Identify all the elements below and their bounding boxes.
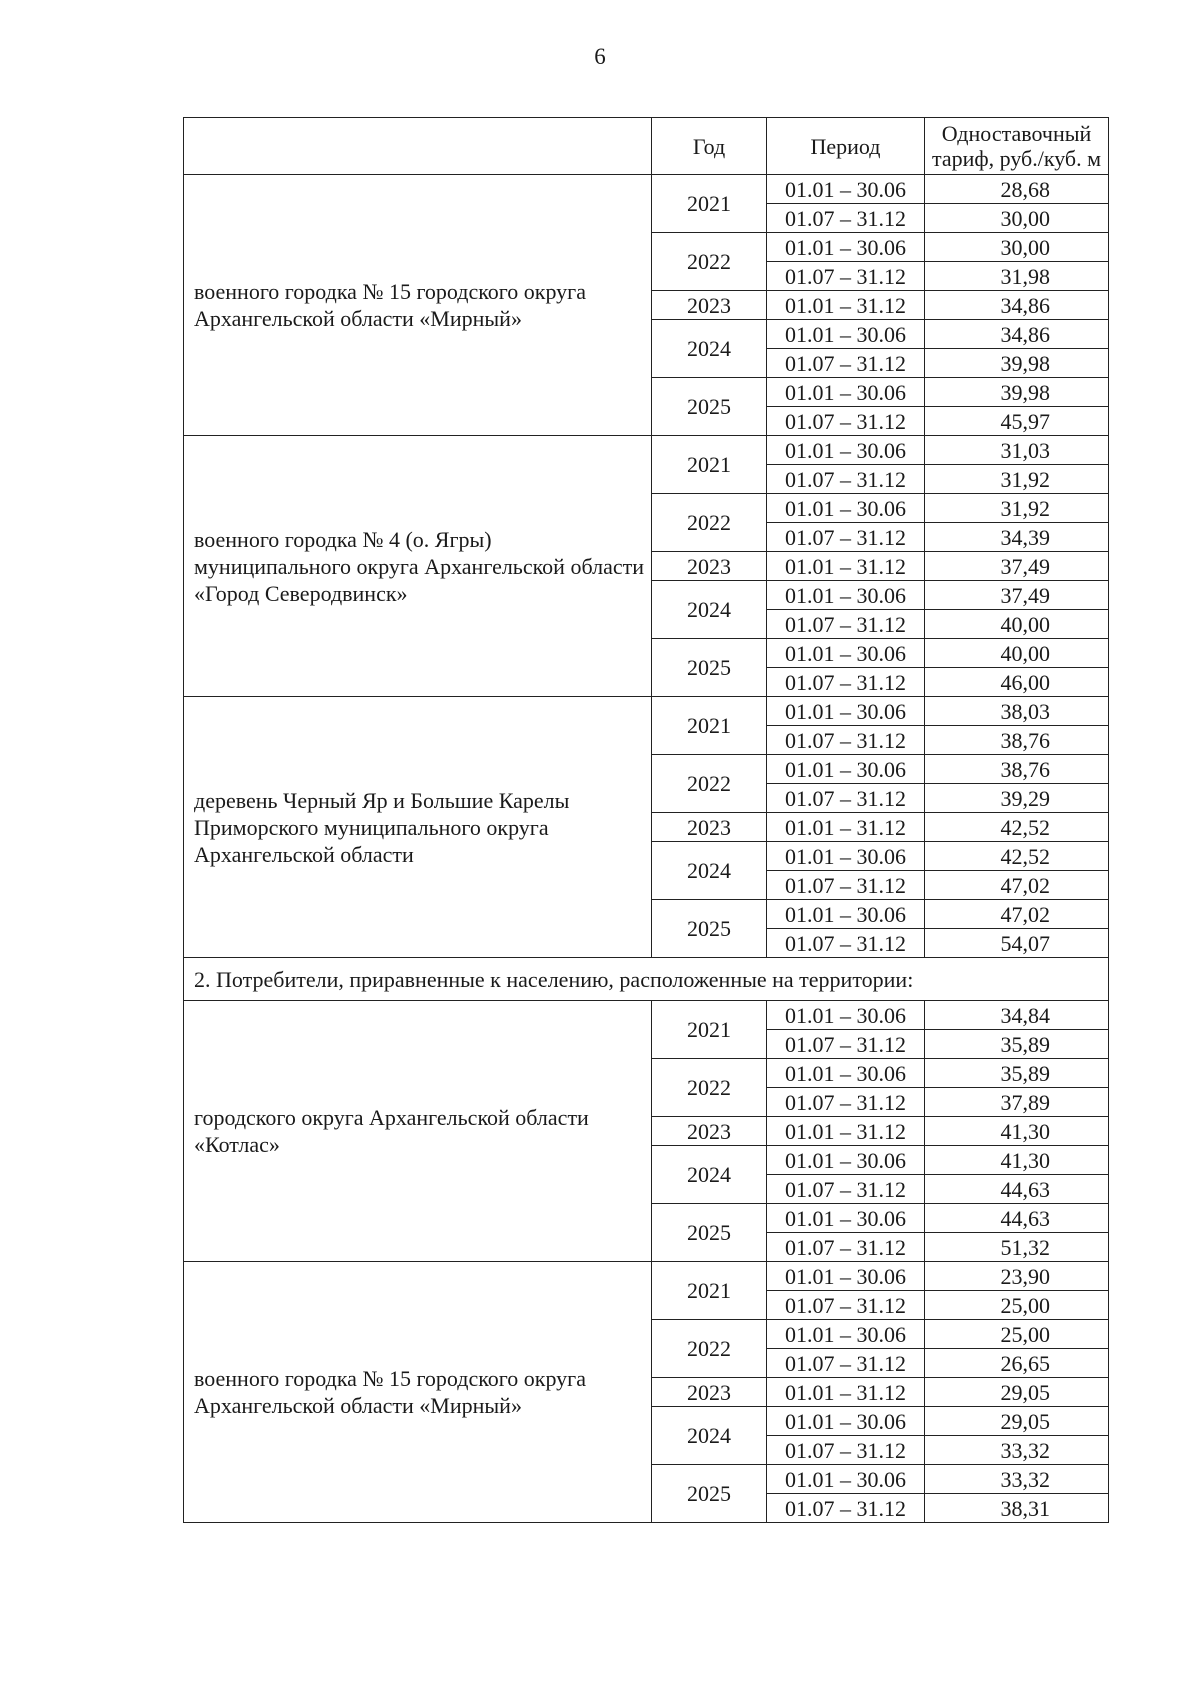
period-cell: 01.07 – 31.12 (767, 1233, 925, 1262)
period-cell: 01.07 – 31.12 (767, 1436, 925, 1465)
tariff-value-cell: 40,00 (925, 639, 1109, 668)
header-empty-cell (184, 118, 652, 175)
period-cell: 01.01 – 30.06 (767, 378, 925, 407)
tariff-value-cell: 23,90 (925, 1262, 1109, 1291)
year-cell: 2021 (652, 175, 767, 233)
year-cell: 2023 (652, 813, 767, 842)
year-cell: 2022 (652, 1059, 767, 1117)
tariff-table-body (184, 118, 1109, 1523)
tariff-value-cell: 25,00 (925, 1320, 1109, 1349)
year-cell: 2023 (652, 291, 767, 320)
tariff-value-cell: 40,00 (925, 610, 1109, 639)
tariff-value-cell: 35,89 (925, 1030, 1109, 1059)
year-cell: 2025 (652, 378, 767, 436)
year-cell: 2022 (652, 494, 767, 552)
tariff-value-cell: 31,03 (925, 436, 1109, 465)
tariff-value-cell: 31,92 (925, 494, 1109, 523)
period-cell: 01.01 – 30.06 (767, 320, 925, 349)
period-cell: 01.01 – 30.06 (767, 697, 925, 726)
tariff-value-cell: 33,32 (925, 1436, 1109, 1465)
page-number: 6 (594, 44, 606, 69)
period-cell: 01.07 – 31.12 (767, 1494, 925, 1523)
period-cell: 01.07 – 31.12 (767, 1030, 925, 1059)
tariff-value-cell: 37,89 (925, 1088, 1109, 1117)
period-cell: 01.01 – 30.06 (767, 581, 925, 610)
tariff-table (183, 117, 1109, 1523)
tariff-value-cell: 34,84 (925, 1001, 1109, 1030)
period-cell: 01.01 – 31.12 (767, 552, 925, 581)
year-cell: 2024 (652, 1146, 767, 1204)
territory-name-cell (184, 1001, 652, 1262)
period-cell: 01.07 – 31.12 (767, 1175, 925, 1204)
section-row (184, 958, 1109, 1001)
tariff-value-cell: 47,02 (925, 900, 1109, 929)
table-row (184, 436, 1109, 465)
period-cell: 01.01 – 30.06 (767, 1146, 925, 1175)
period-cell: 01.01 – 30.06 (767, 1059, 925, 1088)
period-cell: 01.07 – 31.12 (767, 1349, 925, 1378)
period-cell: 01.01 – 30.06 (767, 1262, 925, 1291)
period-cell: 01.07 – 31.12 (767, 668, 925, 697)
period-cell: 01.01 – 31.12 (767, 813, 925, 842)
year-cell: 2022 (652, 233, 767, 291)
period-cell: 01.01 – 30.06 (767, 233, 925, 262)
header-year: Год (652, 118, 767, 175)
year-cell: 2025 (652, 1465, 767, 1523)
territory-name-cell (184, 697, 652, 958)
territory-name-cell (184, 1262, 652, 1523)
tariff-value-cell: 44,63 (925, 1175, 1109, 1204)
tariff-value-cell: 37,49 (925, 581, 1109, 610)
header-tariff (925, 118, 1109, 175)
tariff-value-cell: 38,03 (925, 697, 1109, 726)
period-cell: 01.07 – 31.12 (767, 1291, 925, 1320)
tariff-value-cell: 25,00 (925, 1291, 1109, 1320)
tariff-value-cell: 45,97 (925, 407, 1109, 436)
period-cell: 01.01 – 30.06 (767, 1204, 925, 1233)
year-cell: 2021 (652, 436, 767, 494)
year-cell: 2023 (652, 552, 767, 581)
territory-name: деревень Черный Яр и Большие Карелы Приморского муниципального округа Архангельской области (194, 787, 570, 867)
period-cell: 01.01 – 30.06 (767, 900, 925, 929)
period-cell: 01.01 – 31.12 (767, 1117, 925, 1146)
period-cell: 01.07 – 31.12 (767, 726, 925, 755)
territory-name-cell (184, 175, 652, 436)
tariff-value-cell: 41,30 (925, 1117, 1109, 1146)
tariff-value-cell: 41,30 (925, 1146, 1109, 1175)
year-cell: 2022 (652, 755, 767, 813)
tariff-value-cell: 35,89 (925, 1059, 1109, 1088)
period-cell: 01.01 – 30.06 (767, 494, 925, 523)
period-cell: 01.01 – 30.06 (767, 1001, 925, 1030)
territory-name: военного городка № 15 городского округа Архангельской области «Мирный» (194, 1366, 586, 1418)
year-cell: 2021 (652, 697, 767, 755)
tariff-value-cell: 42,52 (925, 813, 1109, 842)
period-cell: 01.01 – 31.12 (767, 291, 925, 320)
year-cell: 2024 (652, 842, 767, 900)
header-row (184, 118, 1109, 175)
period-cell: 01.01 – 30.06 (767, 1407, 925, 1436)
tariff-value-cell: 42,52 (925, 842, 1109, 871)
period-cell: 01.07 – 31.12 (767, 610, 925, 639)
tariff-value-cell: 37,49 (925, 552, 1109, 581)
tariff-value-cell: 39,98 (925, 349, 1109, 378)
period-cell: 01.01 – 30.06 (767, 755, 925, 784)
period-cell: 01.07 – 31.12 (767, 784, 925, 813)
tariff-value-cell: 34,86 (925, 291, 1109, 320)
period-cell: 01.01 – 30.06 (767, 1465, 925, 1494)
tariff-value-cell: 54,07 (925, 929, 1109, 958)
table-row (184, 1001, 1109, 1030)
tariff-value-cell: 47,02 (925, 871, 1109, 900)
territory-name-cell (184, 436, 652, 697)
year-cell: 2022 (652, 1320, 767, 1378)
year-cell: 2023 (652, 1117, 767, 1146)
tariff-value-cell: 34,86 (925, 320, 1109, 349)
year-cell: 2025 (652, 1204, 767, 1262)
tariff-value-cell: 31,92 (925, 465, 1109, 494)
tariff-value-cell: 46,00 (925, 668, 1109, 697)
tariff-value-cell: 29,05 (925, 1378, 1109, 1407)
tariff-value-cell: 38,76 (925, 755, 1109, 784)
section-heading: 2. Потребители, приравненные к населению, расположенные на территории: (184, 958, 1109, 1001)
tariff-value-cell: 29,05 (925, 1407, 1109, 1436)
tariff-value-cell: 39,29 (925, 784, 1109, 813)
period-cell: 01.01 – 30.06 (767, 436, 925, 465)
period-cell: 01.01 – 30.06 (767, 1320, 925, 1349)
period-cell: 01.07 – 31.12 (767, 523, 925, 552)
year-cell: 2024 (652, 320, 767, 378)
territory-name: военного городка № 15 городского округа Архангельской области «Мирный» (194, 279, 586, 331)
territory-name: военного городка № 4 (о. Ягры) муниципального округа Архангельской области «Город Северодвинск» (194, 526, 644, 606)
period-cell: 01.01 – 30.06 (767, 175, 925, 204)
header-tariff-line1: Одноставочный (941, 121, 1092, 146)
period-cell: 01.07 – 31.12 (767, 204, 925, 233)
tariff-value-cell: 30,00 (925, 204, 1109, 233)
year-cell: 2021 (652, 1262, 767, 1320)
year-cell: 2024 (652, 581, 767, 639)
tariff-value-cell: 28,68 (925, 175, 1109, 204)
year-cell: 2023 (652, 1378, 767, 1407)
period-cell: 01.07 – 31.12 (767, 871, 925, 900)
period-cell: 01.01 – 30.06 (767, 842, 925, 871)
table-row (184, 175, 1109, 204)
tariff-value-cell: 34,39 (925, 523, 1109, 552)
period-cell: 01.07 – 31.12 (767, 349, 925, 378)
header-tariff-line2: тариф, руб./куб. м (931, 146, 1102, 171)
tariff-value-cell: 44,63 (925, 1204, 1109, 1233)
tariff-value-cell: 33,32 (925, 1465, 1109, 1494)
tariff-value-cell: 39,98 (925, 378, 1109, 407)
tariff-value-cell: 30,00 (925, 233, 1109, 262)
table-row (184, 697, 1109, 726)
period-cell: 01.01 – 30.06 (767, 639, 925, 668)
year-cell: 2021 (652, 1001, 767, 1059)
period-cell: 01.07 – 31.12 (767, 407, 925, 436)
period-cell: 01.07 – 31.12 (767, 1088, 925, 1117)
period-cell: 01.01 – 31.12 (767, 1378, 925, 1407)
tariff-value-cell: 51,32 (925, 1233, 1109, 1262)
tariff-value-cell: 38,76 (925, 726, 1109, 755)
year-cell: 2024 (652, 1407, 767, 1465)
table-row (184, 1262, 1109, 1291)
header-period: Период (767, 118, 925, 175)
year-cell: 2025 (652, 639, 767, 697)
territory-name: городского округа Архангельской области «Котлас» (194, 1105, 589, 1157)
tariff-value-cell: 26,65 (925, 1349, 1109, 1378)
tariff-value-cell: 38,31 (925, 1494, 1109, 1523)
period-cell: 01.07 – 31.12 (767, 262, 925, 291)
year-cell: 2025 (652, 900, 767, 958)
tariff-value-cell: 31,98 (925, 262, 1109, 291)
period-cell: 01.07 – 31.12 (767, 465, 925, 494)
period-cell: 01.07 – 31.12 (767, 929, 925, 958)
